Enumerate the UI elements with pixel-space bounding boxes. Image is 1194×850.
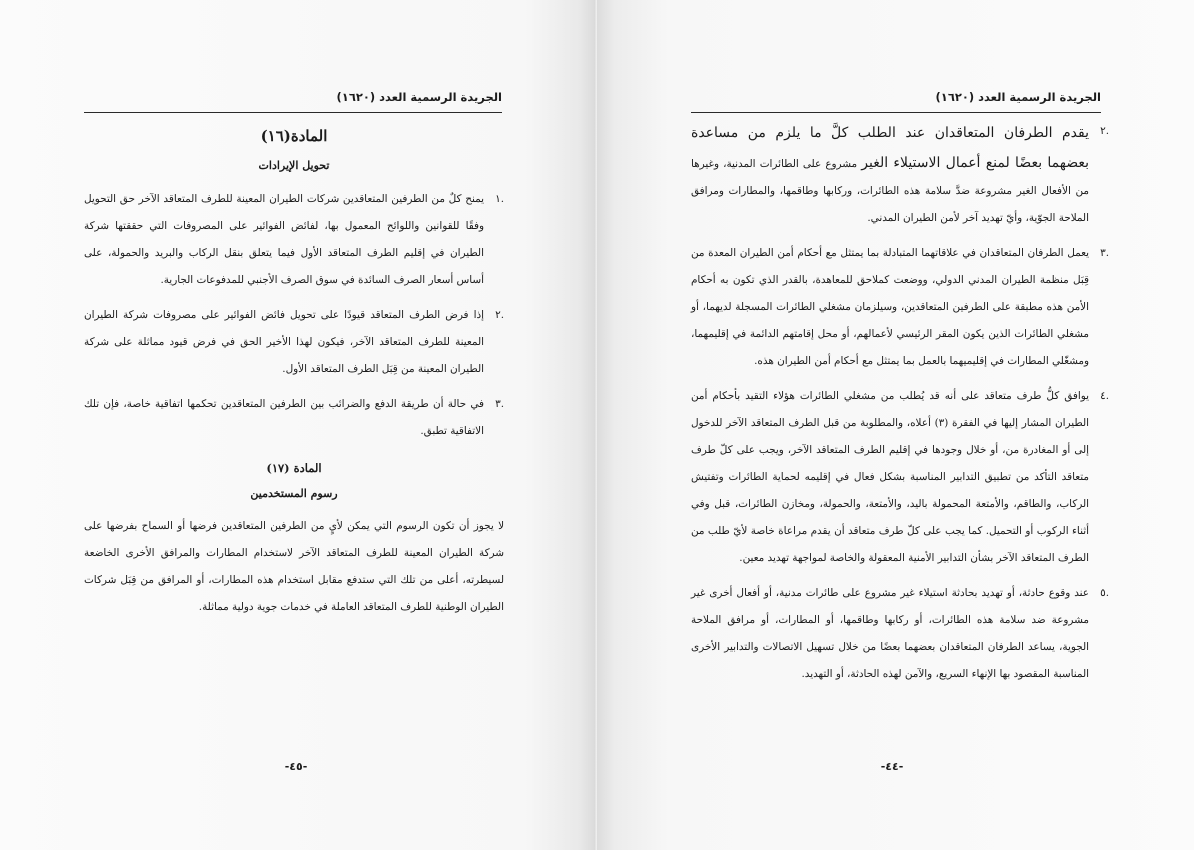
item-number: .٢	[1100, 125, 1109, 137]
item-text: يوافق كلُّ طرف متعاقد على أنه قد يُطلب من مشغلي الطائرات هؤلاء التقيد بأحكام أمن الطيران المشار إليها في الفقرة (٣) أعلاه، والمطلوبة من قبل الطرف المتعاقد الآخر للدخول إلى أو المغادرة من، أو خلال وجودها في إقليم الطرف المتعاقد الآخر، ويجب على كلّ طرف متعاقد التأكد من تطبيق التدابير المناسبة بشكل فعال في إقليمه لحماية الطائرات وتفتيش الركاب، والطاقم، والأمتعة المحمولة باليد، والأمتعة، والحمولة، ومخازن الطائرات، قبل وفي أثناء الركوب أو التحميل. كما يجب على كلّ طرف متعاقد أن يقدم مراعاة خاصة لأيّ طلب من الطرف المتعاقد الآخر بشأن التدابير الأمنية المعقولة والخاصة لمواجهة تهديد معين.	[691, 390, 1090, 564]
left-page-content	[84, 118, 504, 621]
item-text: يمنح كلٌ من الطرفين المتعاقدين شركات الطيران المعينة للطرف المتعاقد الآخر حق التحويل وفقًا للقوانين واللوائح المعمول بها، لفائض الفوائير على المصروفات التي حققتها شركة الطيران في إقليم الطرف المتعاقد الأول فيما يتعلق بنقل الركاب والبريد والحمولة، على أساس أسعار الصرف السائدة في سوق الصرف الأجنبي للمدفوعات الجارية.	[84, 193, 484, 286]
article-16-title: المادة(١٦)	[260, 127, 328, 145]
right-page-header: الجريدة الرسمية العدد (١٦٢٠)	[691, 90, 1101, 113]
article-17-subtitle: رسوم المستخدمين	[250, 487, 338, 500]
left-page-number: -٤٥-	[284, 760, 308, 773]
item-text: يعمل الطرفان المتعاقدان في علاقاتهما المتبادلة بما يمتثل مع أحكام أمن الطيران المعدة من قِبَل منظمة الطيران المدني الدولي، ووضعت كملاحق للمعاهدة، بالقدر الذي تكون به أحكام الأمن هذه مطبقة على الطرفين المتعاقدين، وسيلزمان مشغلي الطائرات المسجلة لديهما، أو مشغلي الطائرات الذين يكون المقر الرئيسي لأعمالهم، أو محل إقامتهم الدائمة في إقليمهما، ومشغّلي المطارات في إقليميهما بالعمل بما يمتثل مع أحكام أمن الطيران هذه.	[691, 247, 1089, 367]
item-text: عند وقوع حادثة، أو تهديد بحادثة استيلاء غير مشروع على طائرات مدنية، أو أفعال أخرى غير مشروعة ضد سلامة هذه الطائرات، أو ركابها وطاقمها، أو المطارات، أو مرافق الملاحة الجوية، يساعد الطرفان المتعاقدان بعضهما بعضًا من خلال تسهيل الاتصالات والتدابير الأخرى المناسبة المقصود بها الإنهاء السريع، والآمن لهذه الحادثة، أو التهديد.	[691, 587, 1089, 680]
item-text: في حالة أن طريقة الدفع والضرائب بين الطرفين المتعاقدين تحكمها اتفاقية خاصة، فإن تلك الاتفاقية تطبق.	[84, 398, 484, 437]
item-number: .٢	[495, 309, 504, 321]
list-item	[84, 391, 504, 445]
item-number: .٥	[1100, 587, 1109, 599]
list-item	[691, 580, 1109, 688]
article-17-title: المادة (١٧)	[266, 461, 322, 475]
item-number: .١	[495, 193, 504, 205]
item-text	[691, 118, 1089, 232]
list-item	[691, 240, 1109, 375]
item-body-text: مشروع على الطائرات المدنية، وغيرها من الأفعال الغير مشروعة ضدَّ سلامة هذه الطائرات، وركابها وطاقمها، والمطارات ومرافق الملاحة الجوّية، وأيّ تهديد آخر لأمن الطيران المدني.	[691, 158, 1089, 224]
right-page	[597, 0, 1194, 850]
article-16-subtitle: تحويل الإيرادات	[258, 159, 330, 172]
left-page-header: الجريدة الرسمية العدد (١٦٢٠)	[84, 90, 502, 113]
item-number: .٣	[495, 398, 504, 410]
item-text: إذا فرض الطرف المتعاقد قيودًا على تحويل فائض الفوائير على مصروفات شركة الطيران المعينة للطرف المتعاقد الآخر، فيكون لهذا الأخير الحق في فرض قيود مماثلة على شركة الطيران المعينة من قِبَل الطرف المتعاقد الأول.	[84, 309, 484, 375]
item-number: .٤	[1100, 390, 1109, 402]
list-item	[84, 302, 504, 383]
item-number: .٣	[1100, 247, 1109, 259]
list-item	[691, 383, 1109, 572]
right-page-content	[691, 118, 1109, 696]
right-page-number: -٤٤-	[880, 760, 904, 773]
article-17-text: لا يجوز أن تكون الرسوم التي يمكن لأيٍ من الطرفين المتعاقدين فرضها أو السماح بفرضها على شركة الطيران المعينة للطرف المتعاقد الآخر لاستخدام المطارات والمرافق الأخرى الخاضعة لسيطرته، أعلى من تلك التي ستدفع مقابل استخدام هذه المطارات، أو المرافق من قِبَل شركات الطيران الوطنية للطرف المتعاقد العاملة في خدمات جوية دولية مماثلة.	[84, 520, 504, 613]
item-lead-text: يقدم الطرفان المتعاقدان عند الطلب كلَّ ما يلزم من مساعدة بعضهما بعضًا لمنع أعمال الاستيلاء الغير	[691, 125, 1089, 171]
list-item	[691, 118, 1109, 232]
list-item	[84, 186, 504, 294]
